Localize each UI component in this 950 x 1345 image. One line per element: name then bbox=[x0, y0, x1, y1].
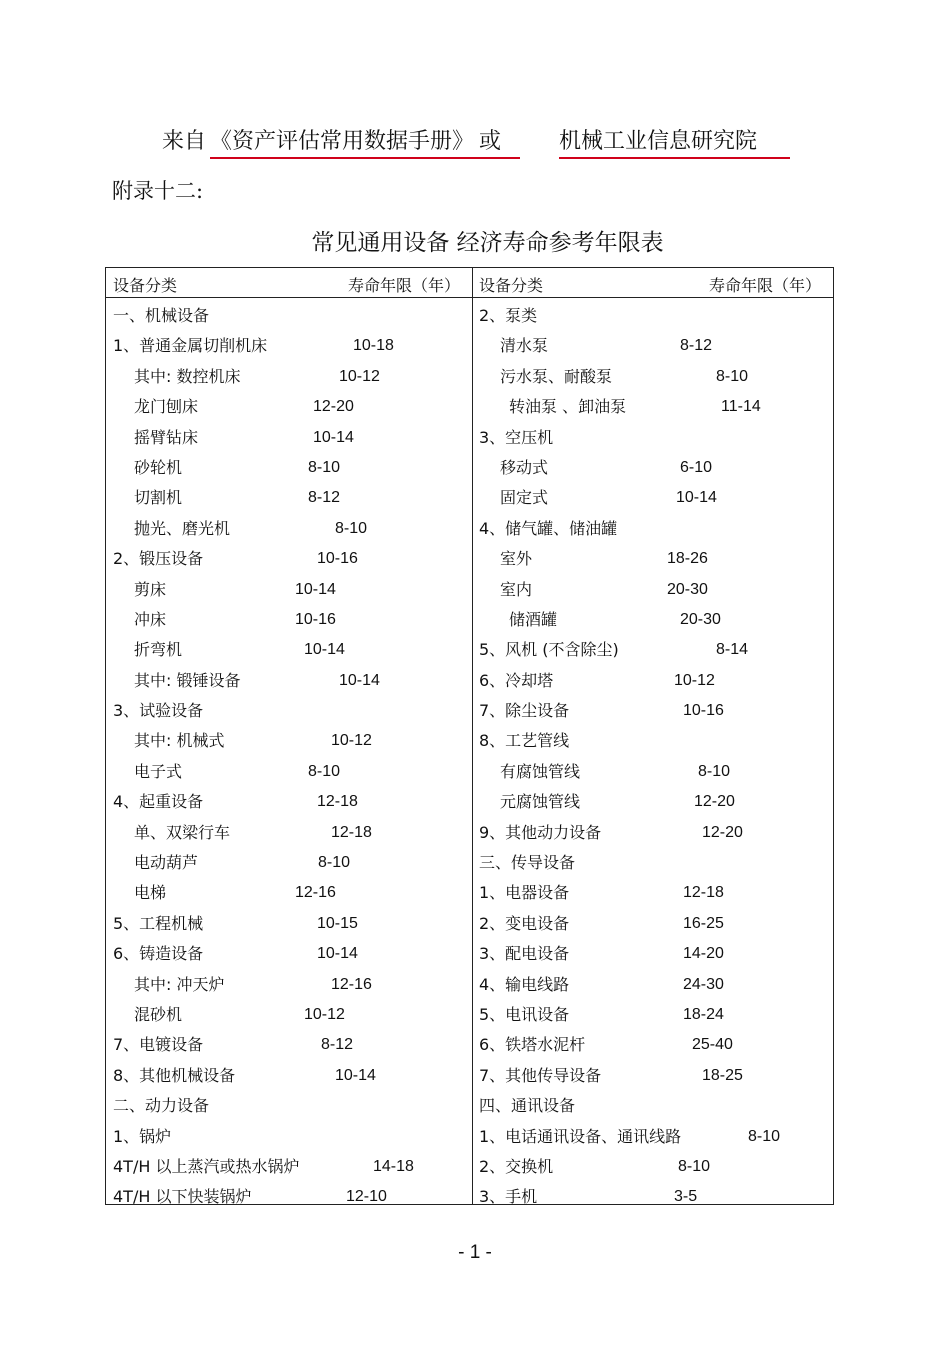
equipment-name: 转油泵 、卸油泵 bbox=[509, 397, 627, 417]
table-row bbox=[472, 1152, 833, 1182]
equipment-name: 2、变电设备 bbox=[479, 913, 570, 933]
life-years: 12-20 bbox=[702, 823, 743, 841]
equipment-name: 剪床 bbox=[134, 579, 167, 599]
equipment-name: 4、起重设备 bbox=[113, 792, 204, 812]
table-row bbox=[472, 1061, 833, 1091]
life-years: 8-12 bbox=[308, 489, 341, 507]
table-row bbox=[472, 970, 833, 1000]
life-years: 10-16 bbox=[317, 550, 358, 568]
life-years: 12-20 bbox=[694, 793, 735, 811]
equipment-name: 电子式 bbox=[134, 761, 183, 781]
equipment-name: 1、锅炉 bbox=[113, 1126, 172, 1146]
equipment-name: 抛光、磨光机 bbox=[134, 518, 231, 538]
equipment-name: 折弯机 bbox=[134, 640, 183, 660]
equipment-name: 清水泵 bbox=[500, 336, 549, 356]
equipment-name: 6、铸造设备 bbox=[113, 944, 204, 964]
header-category: 设备分类 bbox=[479, 276, 544, 295]
equipment-name: 2、锻压设备 bbox=[113, 549, 204, 569]
life-years: 12-20 bbox=[313, 398, 354, 416]
life-years: 8-12 bbox=[321, 1036, 354, 1054]
life-years: 12-16 bbox=[295, 884, 336, 902]
header-life: 寿命年限（年） bbox=[708, 276, 821, 295]
equipment-name: 5、电讯设备 bbox=[479, 1004, 570, 1024]
source-or: 或 bbox=[479, 129, 502, 154]
life-years: 20-30 bbox=[667, 580, 708, 598]
life-years: 10-14 bbox=[317, 945, 358, 963]
equipment-name: 6、冷却塔 bbox=[479, 670, 554, 690]
equipment-name: 4、输电线路 bbox=[479, 974, 570, 994]
life-years: 8-14 bbox=[716, 641, 749, 659]
source-line bbox=[0, 124, 950, 158]
life-years: 8-10 bbox=[308, 762, 341, 780]
equipment-name: 元腐蚀管线 bbox=[500, 792, 581, 812]
table-row bbox=[106, 1182, 472, 1212]
life-years: 10-12 bbox=[304, 1005, 345, 1023]
life-years: 18-26 bbox=[667, 550, 708, 568]
equipment-name: 3、试验设备 bbox=[113, 701, 204, 721]
equipment-name: 切割机 bbox=[134, 488, 183, 508]
life-years: 18-24 bbox=[683, 1005, 724, 1023]
life-years: 10-16 bbox=[295, 610, 336, 628]
table-row bbox=[472, 939, 833, 969]
equipment-life-table bbox=[105, 267, 834, 1205]
life-years: 12-18 bbox=[683, 884, 724, 902]
table-row bbox=[472, 605, 833, 635]
equipment-name: 2、泵类 bbox=[479, 306, 538, 325]
life-years: 10-14 bbox=[313, 428, 354, 446]
life-years: 12-18 bbox=[331, 823, 372, 841]
equipment-name: 6、铁塔水泥杆 bbox=[479, 1035, 586, 1055]
table-row bbox=[106, 787, 472, 817]
equipment-name: 3、配电设备 bbox=[479, 944, 570, 964]
equipment-name: 四、通讯设备 bbox=[479, 1096, 576, 1116]
equipment-name: 4T/H 以上蒸汽或热水锅炉 bbox=[113, 1156, 300, 1176]
equipment-name: 5、工程机械 bbox=[113, 913, 204, 933]
table-row bbox=[472, 1182, 833, 1212]
table-row bbox=[106, 301, 472, 331]
table-row bbox=[106, 696, 472, 726]
table-row bbox=[106, 635, 472, 665]
source-book-title: 《资产评估常用数据手册》 bbox=[210, 124, 520, 159]
table-row bbox=[472, 696, 833, 726]
life-years: 12-16 bbox=[331, 975, 372, 993]
equipment-name: 移动式 bbox=[500, 457, 549, 477]
life-years: 14-18 bbox=[373, 1157, 414, 1175]
equipment-name: 摇臂钻床 bbox=[134, 427, 199, 447]
table-row bbox=[472, 1000, 833, 1030]
life-years: 10-14 bbox=[335, 1066, 376, 1084]
table-row bbox=[106, 757, 472, 787]
equipment-name: 4、储气罐、储油罐 bbox=[479, 518, 618, 538]
table-row bbox=[472, 453, 833, 483]
table-row bbox=[472, 666, 833, 696]
table-row bbox=[106, 1152, 472, 1182]
equipment-name: 8、其他机械设备 bbox=[113, 1065, 236, 1085]
life-years: 12-18 bbox=[317, 793, 358, 811]
equipment-name: 冲床 bbox=[134, 609, 167, 629]
life-years: 10-14 bbox=[304, 641, 345, 659]
table-row bbox=[106, 878, 472, 908]
life-years: 12-10 bbox=[346, 1188, 387, 1206]
life-years: 10-14 bbox=[339, 671, 380, 689]
equipment-name: 1、电器设备 bbox=[479, 883, 570, 903]
table-row bbox=[106, 970, 472, 1000]
equipment-name: 室内 bbox=[500, 579, 533, 599]
equipment-name: 龙门刨床 bbox=[134, 397, 199, 417]
table-row bbox=[106, 848, 472, 878]
equipment-name: 混砂机 bbox=[134, 1004, 183, 1024]
table-row bbox=[106, 1122, 472, 1152]
life-years: 18-25 bbox=[702, 1066, 743, 1084]
equipment-name: 有腐蚀管线 bbox=[500, 761, 581, 781]
equipment-name: 砂轮机 bbox=[134, 457, 183, 477]
equipment-name: 4T/H 以下快装锅炉 bbox=[113, 1187, 252, 1207]
source-institute: 机械工业信息研究院 bbox=[559, 124, 790, 159]
life-years: 25-40 bbox=[692, 1036, 733, 1054]
life-years: 11-14 bbox=[721, 398, 761, 416]
table-row bbox=[106, 818, 472, 848]
table-row bbox=[472, 362, 833, 392]
left-rows bbox=[106, 301, 472, 1213]
equipment-name: 1、普通金属切削机床 bbox=[113, 336, 268, 356]
equipment-name: 5、风机 (不含除尘) bbox=[479, 640, 619, 660]
equipment-name: 三、传导设备 bbox=[479, 853, 576, 873]
equipment-name: 2、交换机 bbox=[479, 1156, 554, 1176]
equipment-name: 电梯 bbox=[134, 883, 167, 903]
equipment-name: 固定式 bbox=[500, 488, 549, 508]
equipment-name: 7、除尘设备 bbox=[479, 701, 570, 721]
table-row bbox=[472, 787, 833, 817]
equipment-name: 其中: 数控机床 bbox=[134, 366, 241, 386]
equipment-name: 7、其他传导设备 bbox=[479, 1065, 602, 1085]
equipment-name: 单、双梁行车 bbox=[134, 822, 231, 842]
life-years: 8-10 bbox=[318, 854, 351, 872]
table-row bbox=[106, 392, 472, 422]
life-years: 8-10 bbox=[678, 1157, 711, 1175]
equipment-name: 储酒罐 bbox=[509, 609, 558, 629]
table-row bbox=[472, 726, 833, 756]
life-years: 8-10 bbox=[698, 762, 731, 780]
table-header-right bbox=[472, 268, 833, 298]
table-row bbox=[472, 1030, 833, 1060]
life-years: 10-12 bbox=[331, 732, 372, 750]
table-row bbox=[472, 848, 833, 878]
equipment-name: 9、其他动力设备 bbox=[479, 822, 602, 842]
table-row bbox=[472, 1122, 833, 1152]
life-years: 6-10 bbox=[680, 458, 713, 476]
equipment-name: 3、手机 bbox=[479, 1187, 538, 1207]
life-years: 10-12 bbox=[339, 367, 380, 385]
life-years: 8-10 bbox=[716, 367, 749, 385]
table-row bbox=[472, 483, 833, 513]
equipment-name: 一、机械设备 bbox=[113, 306, 210, 325]
table-row bbox=[106, 575, 472, 605]
equipment-name: 其中: 机械式 bbox=[134, 731, 225, 751]
equipment-name: 8、工艺管线 bbox=[479, 731, 570, 751]
life-years: 14-20 bbox=[683, 945, 724, 963]
life-years: 20-30 bbox=[680, 610, 721, 628]
table-row bbox=[472, 818, 833, 848]
table-row bbox=[472, 544, 833, 574]
table-row bbox=[472, 1091, 833, 1121]
table-row bbox=[106, 362, 472, 392]
equipment-name: 其中: 冲天炉 bbox=[134, 974, 225, 994]
left-column bbox=[106, 268, 473, 1207]
equipment-name: 污水泵、耐酸泵 bbox=[500, 366, 613, 386]
table-row bbox=[106, 909, 472, 939]
table-row bbox=[106, 453, 472, 483]
table-row bbox=[106, 1091, 472, 1121]
appendix-label: 附录十二: bbox=[112, 179, 204, 203]
table-row bbox=[106, 1000, 472, 1030]
header-life: 寿命年限（年） bbox=[347, 276, 460, 295]
life-years: 8-10 bbox=[335, 519, 368, 537]
table-row bbox=[472, 757, 833, 787]
life-years: 10-14 bbox=[676, 489, 717, 507]
source-prefix: 来自 bbox=[162, 129, 207, 154]
table-row bbox=[472, 635, 833, 665]
life-years: 10-12 bbox=[674, 671, 715, 689]
equipment-name: 1、电话通讯设备、通讯线路 bbox=[479, 1126, 682, 1146]
life-years: 3-5 bbox=[674, 1188, 698, 1206]
table-row bbox=[106, 1061, 472, 1091]
table-row bbox=[106, 331, 472, 361]
table-row bbox=[106, 726, 472, 756]
life-years: 8-12 bbox=[680, 337, 713, 355]
table-row bbox=[472, 909, 833, 939]
life-years: 24-30 bbox=[683, 975, 724, 993]
table-row bbox=[472, 331, 833, 361]
table-row bbox=[106, 605, 472, 635]
life-years: 10-15 bbox=[317, 914, 358, 932]
table-row bbox=[472, 878, 833, 908]
equipment-name: 其中: 锻锤设备 bbox=[134, 670, 241, 690]
life-years: 10-16 bbox=[683, 702, 724, 720]
document-title: 常见通用设备 经济寿命参考年限表 bbox=[311, 230, 664, 256]
table-row bbox=[106, 939, 472, 969]
life-years: 10-18 bbox=[353, 337, 394, 355]
table-row bbox=[472, 514, 833, 544]
table-header-left bbox=[106, 268, 472, 298]
life-years: 16-25 bbox=[683, 914, 724, 932]
right-column bbox=[472, 268, 833, 1207]
table-row bbox=[106, 1030, 472, 1060]
equipment-name: 7、电镀设备 bbox=[113, 1035, 204, 1055]
table-row bbox=[472, 301, 833, 331]
table-row bbox=[472, 392, 833, 422]
header-category: 设备分类 bbox=[113, 276, 178, 295]
life-years: 8-10 bbox=[748, 1127, 781, 1145]
table-row bbox=[106, 483, 472, 513]
table-row bbox=[106, 666, 472, 696]
page-number: - 1 - bbox=[458, 1242, 492, 1263]
table-row bbox=[472, 575, 833, 605]
table-row bbox=[106, 514, 472, 544]
table-row bbox=[472, 423, 833, 453]
table-row bbox=[106, 544, 472, 574]
equipment-name: 电动葫芦 bbox=[134, 853, 199, 873]
life-years: 10-14 bbox=[295, 580, 336, 598]
equipment-name: 室外 bbox=[500, 549, 533, 569]
table-row bbox=[106, 423, 472, 453]
equipment-name: 3、空压机 bbox=[479, 427, 554, 447]
right-rows bbox=[472, 301, 833, 1213]
equipment-name: 二、动力设备 bbox=[113, 1096, 210, 1116]
life-years: 8-10 bbox=[308, 458, 341, 476]
